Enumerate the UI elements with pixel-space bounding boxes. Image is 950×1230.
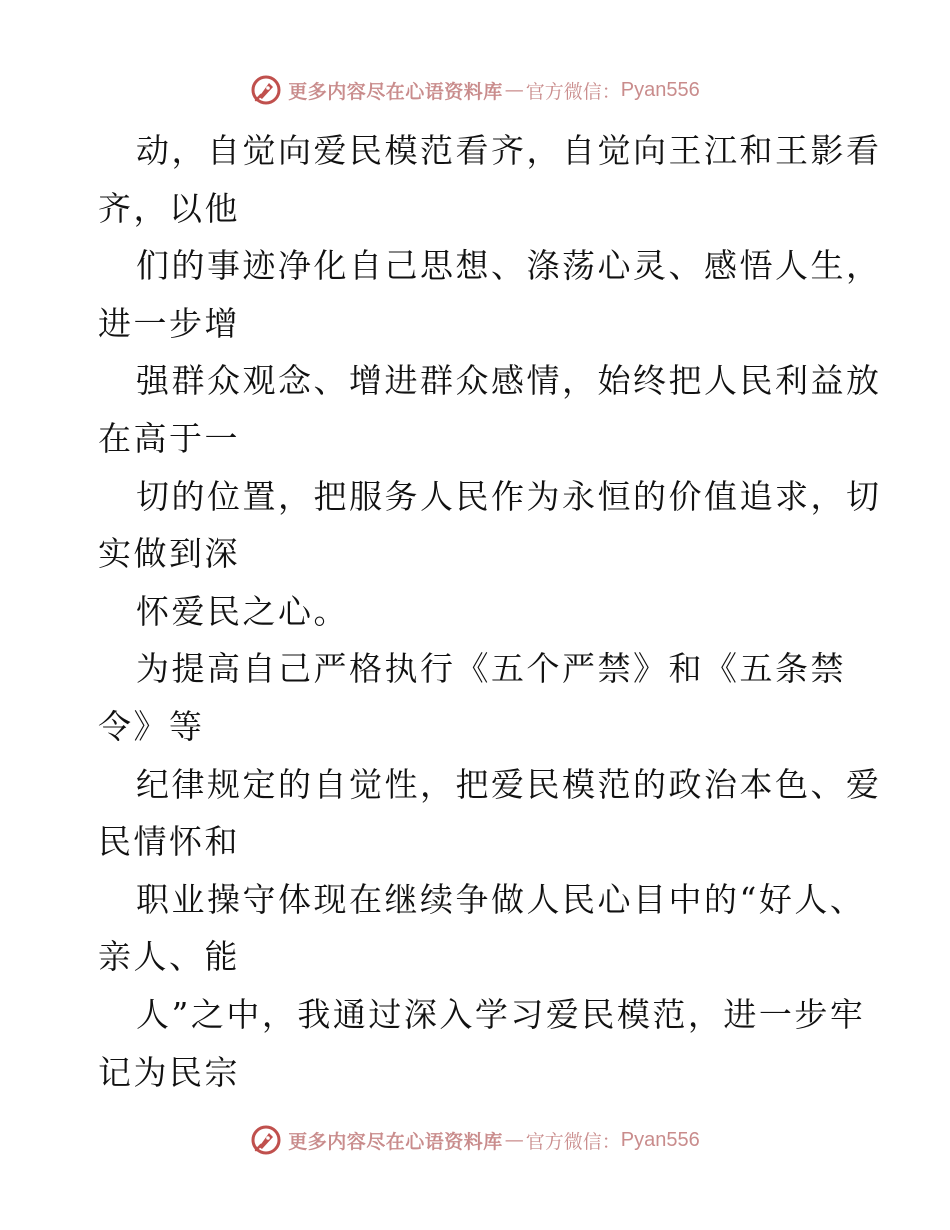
- text-line: 动，自觉向爱民模范看齐，自觉向王江和王影看: [136, 131, 882, 170]
- text-line: 亲人、能: [98, 937, 240, 977]
- watermark-brand-text: 更多内容尽在心语资料库: [288, 1130, 503, 1153]
- text-line: 记为民宗: [98, 1052, 240, 1092]
- pen-nib-logo-icon: [250, 74, 282, 106]
- text-line: 人”之中，我通过深入学习爱民模范，进一步牢: [136, 994, 866, 1034]
- text-line: 强群众观念、增进群众感情，始终把人民利益放: [136, 361, 882, 401]
- text-line: 齐，以他: [98, 188, 240, 228]
- pen-nib-logo-icon: [250, 1124, 282, 1156]
- text-line: 在高于一: [98, 418, 240, 458]
- watermark-wechat-id: Pyan556: [620, 1128, 700, 1151]
- header-watermark-banner: [0, 70, 950, 110]
- watermark-brand-text: 更多内容尽在心语资料库: [288, 80, 503, 103]
- text-line: 们的事迹净化自己思想、涤荡心灵、感悟人生，: [136, 246, 882, 286]
- text-line: 职业操守体现在继续争做人民心目中的“好人、: [136, 879, 866, 919]
- watermark-dash: —: [504, 1129, 524, 1151]
- text-line: 怀爱民之心。: [136, 591, 349, 631]
- footer-watermark-banner: [0, 1120, 950, 1160]
- text-line: 进一步增: [98, 303, 240, 343]
- watermark-wechat-label: 官方微信：: [525, 80, 621, 103]
- text-line: 令》等: [98, 706, 205, 746]
- document-body: [98, 122, 882, 1101]
- text-line: 为提高自己严格执行《五个严禁》和《五条禁: [136, 649, 846, 689]
- text-line: 纪律规定的自觉性，把爱民模范的政治本色、爱: [136, 764, 882, 804]
- text-line: 切的位置，把服务人民作为永恒的价值追求，切: [136, 476, 882, 516]
- watermark-wechat-id: Pyan556: [620, 78, 700, 101]
- text-line: 民情怀和: [98, 822, 240, 862]
- watermark-wechat-label: 官方微信：: [525, 1130, 621, 1153]
- watermark-dash: —: [504, 79, 524, 101]
- text-line: 实做到深: [98, 534, 240, 574]
